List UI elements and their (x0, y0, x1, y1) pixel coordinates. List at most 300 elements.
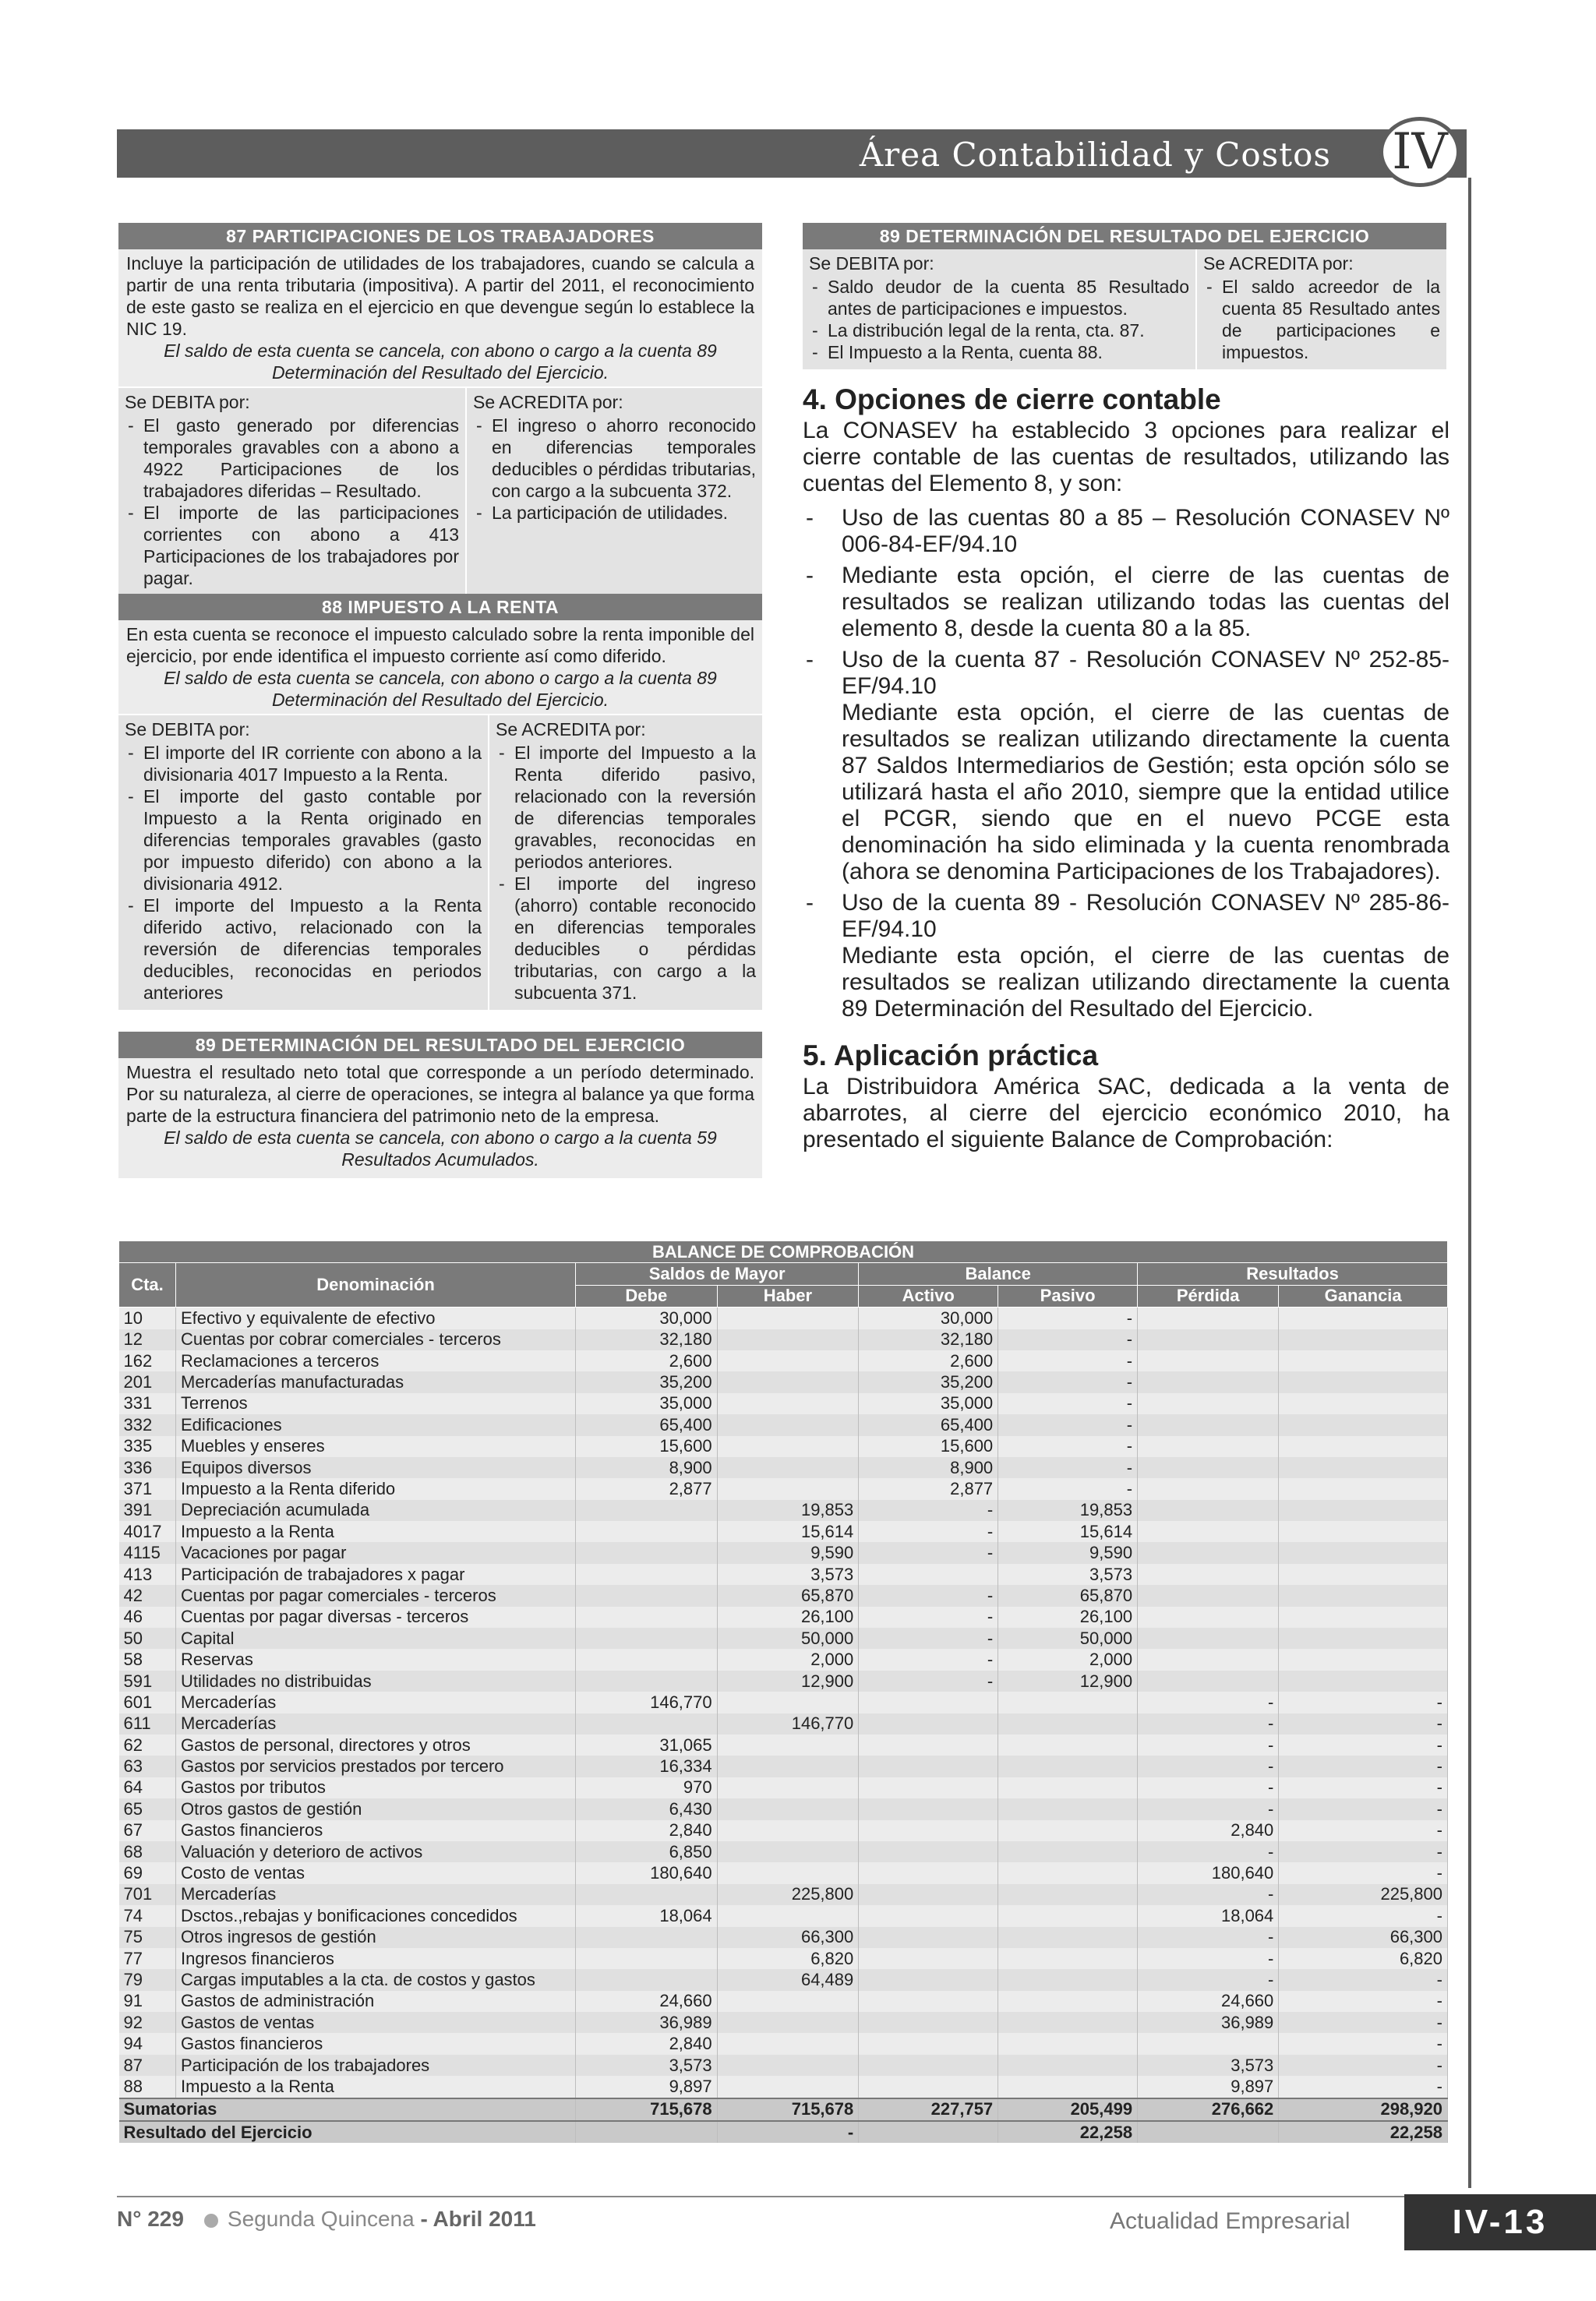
table-cell: 91 (119, 1991, 176, 2012)
table-cell: 24,660 (576, 1991, 718, 2012)
box-89-title: 89 DETERMINACIÓN DEL RESULTADO DEL EJERCICIO (118, 1032, 762, 1058)
table-cell: Vacaciones por pagar (176, 1542, 576, 1563)
table-cell (576, 1969, 718, 1990)
table-cell: 6,820 (1279, 1948, 1448, 1969)
table-cell (576, 1884, 718, 1905)
table-cell (998, 1735, 1138, 1756)
list-entry: - El importe del IR corriente con abono a la divisionaria 4017 Impuesto a la Renta. (143, 742, 482, 785)
list-entry: - El importe del Impuesto a la Renta diferido activo, relacionado con la reversión de diferencias temporales deducibles, reconocidas en periodos anteriores (143, 895, 482, 1004)
option-item (842, 563, 1449, 642)
sum-row-label: Sumatorias (119, 2098, 576, 2121)
table-cell: 970 (576, 1777, 718, 1798)
option-head: - Mediante esta opción, el cierre de las cuentas de resultados se realizan utilizando todas las cuentas del elemento 8, desde la cuenta 80 a la 85. (842, 563, 1449, 641)
section-title: Área Contabilidad y Costos (859, 136, 1331, 174)
table-row (119, 1927, 1448, 1948)
table-cell: - (859, 1628, 998, 1649)
option-head: - Uso de la cuenta 89 - Resolución CONASEV Nº 285-86-EF/94.10 (842, 890, 1449, 942)
table-cell (859, 1862, 998, 1883)
table-cell (1279, 1308, 1448, 1329)
table-cell: - (1138, 1756, 1279, 1777)
table-cell: 64 (119, 1777, 176, 1798)
table-row (119, 1862, 1448, 1883)
table-cell: 611 (119, 1713, 176, 1735)
table-cell (717, 1820, 859, 1841)
table-cell (859, 1969, 998, 1990)
table-cell (859, 1735, 998, 1756)
table-cell: - (998, 1371, 1138, 1392)
table-cell: 15,600 (576, 1436, 718, 1457)
table-row (119, 1436, 1448, 1457)
table-cell (1138, 1521, 1279, 1542)
table-cell: 12,900 (998, 1671, 1138, 1692)
box-88-debita (118, 715, 488, 1010)
list-entry: - Saldo deudor de la cuenta 85 Resultado antes de participaciones e impuestos. (828, 276, 1189, 319)
table-cell: Terrenos (176, 1393, 576, 1414)
table-cell (576, 1542, 718, 1563)
table-cell: 19,853 (717, 1500, 859, 1521)
table-cell: 4115 (119, 1542, 176, 1563)
table-cell (576, 1585, 718, 1606)
table-cell: - (1138, 1798, 1279, 1819)
table-cell: - (717, 2121, 859, 2143)
table-row (119, 1756, 1448, 1777)
table-cell: 67 (119, 1820, 176, 1841)
box-88-desc-text: En esta cuenta se reconoce el impuesto calculado sobre la renta imponible del ejercicio, por ende identifica el impuesto corriente así como diferido. (126, 624, 754, 666)
table-row (119, 1350, 1448, 1371)
table-cell: 75 (119, 1927, 176, 1948)
table-row (119, 1777, 1448, 1798)
table-cell: 32,180 (576, 1329, 718, 1350)
table-cell: - (1279, 1735, 1448, 1756)
table-cell (1138, 1329, 1279, 1350)
table-cell (1138, 2121, 1279, 2143)
table-cell: Impuesto a la Renta (176, 2076, 576, 2098)
box-account-89-left (118, 1032, 762, 1178)
table-cell: 3,573 (1138, 2055, 1279, 2076)
table-cell: 4017 (119, 1521, 176, 1542)
table-cell: 19,853 (998, 1500, 1138, 1521)
table-cell (859, 1777, 998, 1798)
table-row (119, 2055, 1448, 2076)
col-pasivo: Pasivo (998, 1285, 1138, 1307)
table-cell: 9,590 (998, 1542, 1138, 1563)
table-cell (717, 2033, 859, 2054)
table-cell: 715,678 (576, 2098, 718, 2121)
table-row (119, 1969, 1448, 1990)
table-row (119, 1308, 1448, 1329)
table-cell (717, 1862, 859, 1883)
table-cell (1138, 1585, 1279, 1606)
col-perdida: Pérdida (1138, 1285, 1279, 1307)
box-87-debita (118, 388, 465, 595)
box-89b-debita (803, 249, 1195, 369)
table-cell: 18,064 (1138, 1905, 1279, 1926)
table-cell: 2,840 (576, 1820, 718, 1841)
table-cell (576, 1948, 718, 1969)
table-row (119, 1521, 1448, 1542)
magazine-name: Actualidad Empresarial (1110, 2208, 1351, 2234)
table-cell: Muebles y enseres (176, 1436, 576, 1457)
table-cell: 146,770 (717, 1713, 859, 1735)
table-cell (576, 1671, 718, 1692)
table-cell (859, 1884, 998, 1905)
table-row (119, 1841, 1448, 1862)
table-cell: Mercaderías (176, 1692, 576, 1713)
acredita-list (473, 415, 756, 524)
table-cell: Gastos financieros (176, 1820, 576, 1841)
table-cell: 3,573 (717, 1564, 859, 1585)
table-cell: 65,870 (717, 1585, 859, 1606)
table-cell: 35,000 (859, 1393, 998, 1414)
acredita-heading: Se ACREDITA por: (1203, 253, 1354, 274)
debita-list (125, 742, 482, 1004)
table-cell (576, 1500, 718, 1521)
table-cell: 42 (119, 1585, 176, 1606)
table-cell (717, 1841, 859, 1862)
table-cell: - (998, 1436, 1138, 1457)
table-cell: Gastos de ventas (176, 2012, 576, 2033)
table-cell: 8,900 (576, 1457, 718, 1478)
table-cell (717, 1457, 859, 1478)
section-4-intro: La CONASEV ha establecido 3 opciones para realizar el cierre contable de las cuentas de resultados, utilizando las cuentas del Elemento 8, y son: (803, 418, 1449, 496)
box-88-acredita (488, 715, 762, 1010)
table-row (119, 1393, 1448, 1414)
table-cell (1138, 1436, 1279, 1457)
table-cell (998, 1927, 1138, 1948)
table-row (119, 1820, 1448, 1841)
table-cell: Reclamaciones a terceros (176, 1350, 576, 1371)
table-cell (859, 2033, 998, 2054)
box-89-description (118, 1058, 762, 1178)
table-cell: Dsctos.,rebajas y bonificaciones concedidos (176, 1905, 576, 1926)
table-cell: 205,499 (998, 2098, 1138, 2121)
box-89b-acredita (1195, 249, 1446, 369)
table-cell (1138, 1671, 1279, 1692)
table-cell (1138, 1350, 1279, 1371)
table-cell (1138, 1628, 1279, 1649)
list-entry: - La distribución legal de la renta, cta. 87. (828, 319, 1189, 341)
table-cell: - (1279, 1756, 1448, 1777)
table-cell (1138, 1649, 1279, 1670)
table-cell: 8,900 (859, 1457, 998, 1478)
table-cell: 46 (119, 1607, 176, 1628)
box-87-note: El saldo de esta cuenta se cancela, con abono o cargo a la cuenta 89 Determinación del Resultado del Ejercicio. (164, 341, 717, 383)
table-cell: 58 (119, 1649, 176, 1670)
table-cell (998, 1948, 1138, 1969)
table-cell: 180,640 (576, 1862, 718, 1883)
option-item (842, 647, 1449, 885)
table-cell: - (1138, 1841, 1279, 1862)
table-cell (859, 1991, 998, 2012)
box-89-note: El saldo de esta cuenta se cancela, con abono o cargo a la cuenta 59 Resultados Acumulados. (164, 1128, 717, 1170)
list-entry: - El importe del ingreso (ahorro) contable reconocido en diferencias temporales deducibles o pérdidas tributarias, con cargo a la subcuenta 371. (514, 873, 756, 1004)
table-cell: - (1138, 1692, 1279, 1713)
table-cell: - (1138, 1777, 1279, 1798)
table-cell: Gastos por tributos (176, 1777, 576, 1798)
table-cell (717, 1329, 859, 1350)
table-cell (1138, 1371, 1279, 1392)
table-cell: Gastos por servicios prestados por tercero (176, 1756, 576, 1777)
table-cell (859, 2055, 998, 2076)
group-resultados: Resultados (1138, 1263, 1448, 1285)
table-cell: Edificaciones (176, 1414, 576, 1435)
table-cell (859, 1927, 998, 1948)
table-cell (717, 1414, 859, 1435)
table-cell: - (859, 1500, 998, 1521)
bullet-icon (204, 2214, 218, 2228)
table-cell (1279, 1521, 1448, 1542)
table-cell (717, 1436, 859, 1457)
table-cell: Cuentas por pagar comerciales - terceros (176, 1585, 576, 1606)
table-cell: - (1279, 1798, 1448, 1819)
list-entry: - El importe del Impuesto a la Renta diferido pasivo, relacionado con la reversión de diferencias temporales gravables, reconocidas en periodos anteriores. (514, 742, 756, 873)
debita-list (125, 415, 459, 589)
table-cell: 12 (119, 1329, 176, 1350)
table-cell (998, 2076, 1138, 2098)
option-item (842, 505, 1449, 558)
table-cell: 336 (119, 1457, 176, 1478)
table-row (119, 1564, 1448, 1585)
table-cell (998, 2033, 1138, 2054)
table-cell: 30,000 (859, 1308, 998, 1329)
table-cell: 391 (119, 1500, 176, 1521)
table-cell (859, 1798, 998, 1819)
result-row-label: Resultado del Ejercicio (119, 2121, 576, 2143)
table-cell: - (1138, 1948, 1279, 1969)
table-cell (1279, 1371, 1448, 1392)
section-badge: IV (1379, 117, 1460, 187)
table-row (119, 2076, 1448, 2098)
table-cell: 371 (119, 1478, 176, 1499)
table-cell: 31,065 (576, 1735, 718, 1756)
table-cell: 146,770 (576, 1692, 718, 1713)
table-cell: Cargas imputables a la cta. de costos y gastos (176, 1969, 576, 1990)
table-cell (717, 1350, 859, 1371)
table-cell: Equipos diversos (176, 1457, 576, 1478)
table-cell: Depreciación acumulada (176, 1500, 576, 1521)
table-cell: - (1279, 2033, 1448, 2054)
table-cell: - (1279, 1692, 1448, 1713)
table-row (119, 1329, 1448, 1350)
table-cell: 30,000 (576, 1308, 718, 1329)
debita-list (809, 276, 1189, 363)
table-cell (998, 1884, 1138, 1905)
table-cell: 331 (119, 1393, 176, 1414)
col-denominacion: Denominación (176, 1263, 576, 1308)
table-row (119, 1884, 1448, 1905)
acredita-heading: Se ACREDITA por: (496, 719, 646, 739)
table-cell (576, 1607, 718, 1628)
table-cell: 50 (119, 1628, 176, 1649)
table-cell: 225,800 (1279, 1884, 1448, 1905)
box-88-title: 88 IMPUESTO A LA RENTA (118, 594, 762, 620)
table-cell: - (859, 1607, 998, 1628)
table-cell (717, 1991, 859, 2012)
table-cell: 94 (119, 2033, 176, 2054)
table-cell: Ingresos financieros (176, 1948, 576, 1969)
table-cell: 335 (119, 1436, 176, 1457)
table-cell: 225,800 (717, 1884, 859, 1905)
table-cell: Gastos de personal, directores y otros (176, 1735, 576, 1756)
table-row (119, 1607, 1448, 1628)
table-cell: - (1279, 1969, 1448, 1990)
table-row (119, 2033, 1448, 2054)
table-cell: 298,920 (1279, 2098, 1448, 2121)
option-body: Mediante esta opción, el cierre de las cuentas de resultados se realizan utilizando directamente la cuenta 89 Determinación del Resultado del Ejercicio. (842, 943, 1449, 1022)
col-cta: Cta. (119, 1263, 176, 1308)
table-cell: - (859, 1585, 998, 1606)
box-89b-title: 89 DETERMINACIÓN DEL RESULTADO DEL EJERCICIO (803, 223, 1446, 249)
box-87-title: 87 PARTICIPACIONES DE LOS TRABAJADORES (118, 223, 762, 249)
table-cell: 50,000 (717, 1628, 859, 1649)
section-4 (803, 383, 1449, 1153)
table-cell (576, 1713, 718, 1735)
table-cell (998, 1991, 1138, 2012)
list-entry: - El importe de las participaciones corrientes con abono a 413 Participaciones de los trabajadores por pagar. (143, 502, 459, 589)
table-cell: Cuentas por pagar diversas - terceros (176, 1607, 576, 1628)
table-cell (1279, 1393, 1448, 1414)
issue-number: N° 229 (117, 2207, 184, 2231)
table-cell: Otros ingresos de gestión (176, 1927, 576, 1948)
table-cell: - (1138, 1713, 1279, 1735)
group-balance: Balance (859, 1263, 1138, 1285)
table-row (119, 1735, 1448, 1756)
table-cell (1279, 1564, 1448, 1585)
table-cell: 36,989 (576, 2012, 718, 2033)
table-row (119, 1628, 1448, 1649)
table-cell: 69 (119, 1862, 176, 1883)
table-cell: 2,600 (859, 1350, 998, 1371)
table-cell (576, 1628, 718, 1649)
list-entry: - El saldo acreedor de la cuenta 85 Resultado antes de participaciones e impuestos. (1222, 276, 1440, 363)
table-cell (1138, 1542, 1279, 1563)
table-cell: 201 (119, 1371, 176, 1392)
table-row (119, 1542, 1448, 1563)
table-cell (859, 2121, 998, 2143)
section-4-title: 4. Opciones de cierre contable (803, 383, 1221, 415)
table-cell (1279, 1414, 1448, 1435)
table-cell: 9,897 (576, 2076, 718, 2098)
table-cell: - (998, 1350, 1138, 1371)
table-cell: - (1138, 1969, 1279, 1990)
table-cell: 68 (119, 1841, 176, 1862)
table-cell (717, 1905, 859, 1926)
table-cell (717, 1756, 859, 1777)
table-cell: 2,840 (1138, 1820, 1279, 1841)
table-cell (998, 1777, 1138, 1798)
table-row (119, 1414, 1448, 1435)
table-cell (717, 1308, 859, 1329)
table-cell: 65,400 (859, 1414, 998, 1435)
list-entry: - El ingreso o ahorro reconocido en diferencias temporales deducibles o pérdidas tributarias, con cargo a la subcuenta 372. (492, 415, 756, 502)
table-cell: 10 (119, 1308, 176, 1329)
table-cell (1279, 1329, 1448, 1350)
table-cell: 180,640 (1138, 1862, 1279, 1883)
trial-balance-table (118, 1240, 1448, 2143)
table-cell: 227,757 (859, 2098, 998, 2121)
table-cell (1138, 1500, 1279, 1521)
table-cell: - (859, 1649, 998, 1670)
debita-heading: Se DEBITA por: (125, 719, 250, 739)
table-row (119, 1371, 1448, 1392)
table-cell: Impuesto a la Renta (176, 1521, 576, 1542)
table-cell (1138, 1607, 1279, 1628)
table-cell (576, 2121, 718, 2143)
acredita-heading: Se ACREDITA por: (473, 392, 623, 412)
table-cell: - (1279, 1905, 1448, 1926)
table-cell: Otros gastos de gestión (176, 1798, 576, 1819)
table-cell: 36,989 (1138, 2012, 1279, 2033)
table-cell (1279, 1649, 1448, 1670)
table-cell (998, 2012, 1138, 2033)
table-cell: - (998, 1457, 1138, 1478)
box-account-89-right (803, 223, 1446, 369)
table-row (119, 1905, 1448, 1926)
table-cell: Mercaderías manufacturadas (176, 1371, 576, 1392)
table-cell: 413 (119, 1564, 176, 1585)
table-cell: 32,180 (859, 1329, 998, 1350)
table-cell (998, 1862, 1138, 1883)
table-cell (998, 1692, 1138, 1713)
table-cell: Costo de ventas (176, 1862, 576, 1883)
col-debe: Debe (576, 1285, 718, 1307)
table-cell: Participación de trabajadores x pagar (176, 1564, 576, 1585)
table-cell: Efectivo y equivalente de efectivo (176, 1308, 576, 1329)
table-cell (717, 1798, 859, 1819)
table-cell: 24,660 (1138, 1991, 1279, 2012)
acredita-list (496, 742, 756, 1004)
table-cell: - (1138, 1735, 1279, 1756)
table-cell (1279, 1457, 1448, 1478)
table-cell: 3,573 (576, 2055, 718, 2076)
table-cell (859, 1841, 998, 1862)
table-cell: - (1279, 1777, 1448, 1798)
footer-issue (117, 2207, 536, 2232)
table-cell (1279, 1500, 1448, 1521)
group-saldos: Saldos de Mayor (576, 1263, 859, 1285)
side-rule (1468, 178, 1471, 2188)
table-cell: 88 (119, 2076, 176, 2098)
table-cell (717, 2076, 859, 2098)
table-cell: 6,820 (717, 1948, 859, 1969)
table-cell (998, 1820, 1138, 1841)
table-cell: 601 (119, 1692, 176, 1713)
table-cell: 2,000 (717, 1649, 859, 1670)
table-cell: 162 (119, 1350, 176, 1371)
table-row (119, 1798, 1448, 1819)
sum-row (119, 2098, 1448, 2121)
table-cell: 65,870 (998, 1585, 1138, 1606)
table-cell: Cuentas por cobrar comerciales - terceros (176, 1329, 576, 1350)
table-cell: 2,877 (576, 1478, 718, 1499)
table-cell: 2,877 (859, 1478, 998, 1499)
table-cell: 701 (119, 1884, 176, 1905)
table-cell (717, 2055, 859, 2076)
table-cell (859, 1692, 998, 1713)
table-cell: - (998, 1329, 1138, 1350)
table-row (119, 1585, 1448, 1606)
table-cell (576, 1927, 718, 1948)
table-cell: 15,614 (717, 1521, 859, 1542)
page-number: IV-13 (1404, 2194, 1596, 2250)
box-account-88 (118, 594, 762, 1010)
table-row (119, 1948, 1448, 1969)
acredita-list (1203, 276, 1440, 363)
table-row (119, 1500, 1448, 1521)
table-cell: 50,000 (998, 1628, 1138, 1649)
table-cell: 79 (119, 1969, 176, 1990)
table-cell: 15,600 (859, 1436, 998, 1457)
